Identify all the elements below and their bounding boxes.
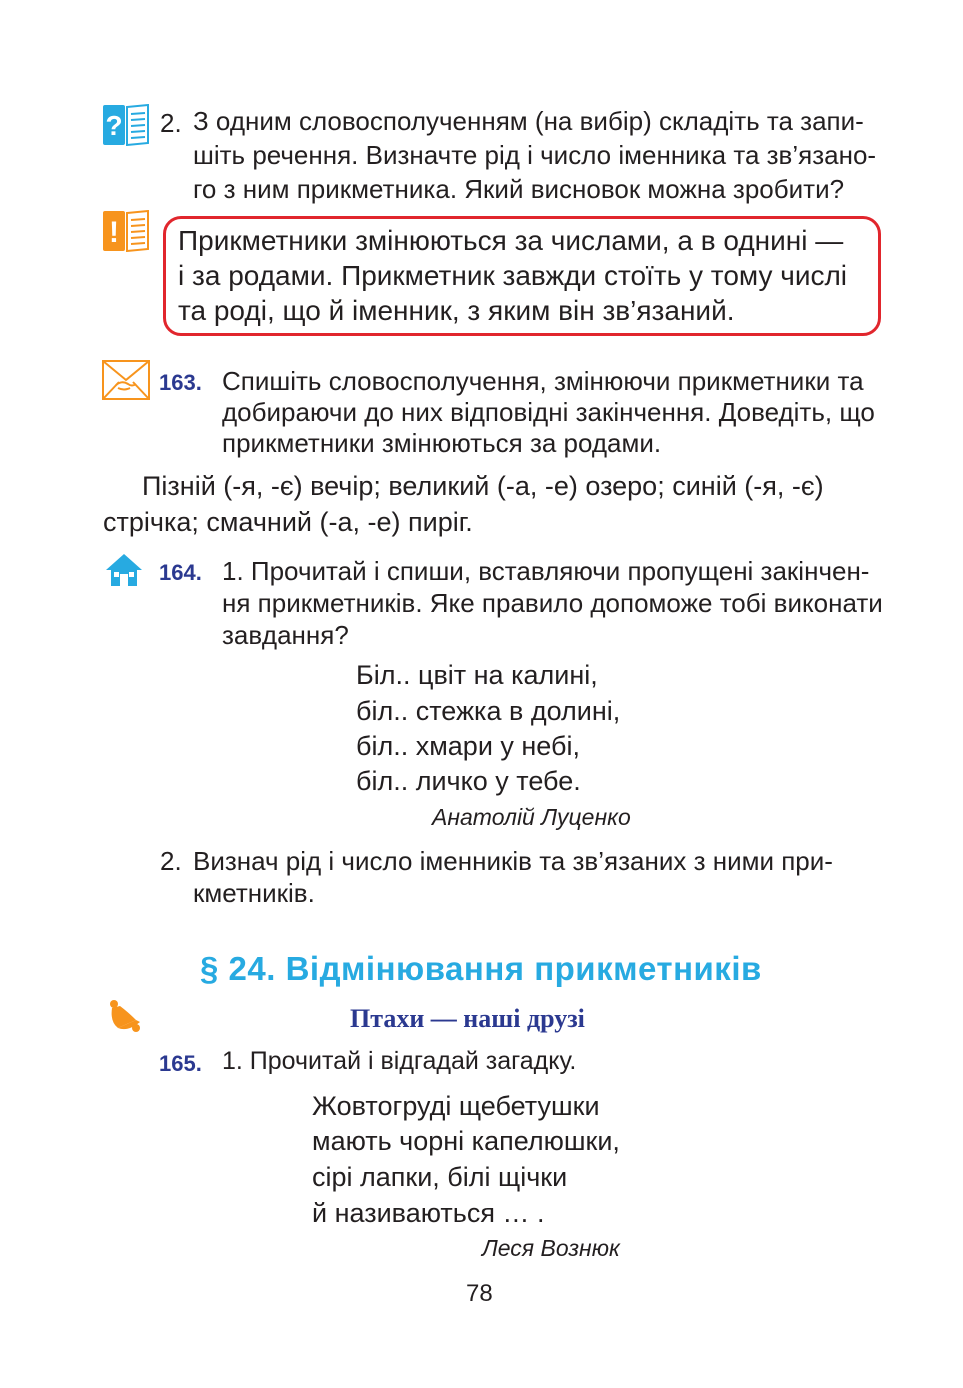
exercise-text-line: прикметники змінюються за родами. <box>222 428 662 458</box>
rule-text-line: Прикметники змінюються за числами, а в однині — <box>178 225 844 256</box>
exercise-text-line: Спишіть словосполучення, змінюючи прикметники та <box>222 366 864 396</box>
rule-text-line: і за родами. Прикметник завжди стоїть у тому числі <box>178 260 848 291</box>
poem-line: біл.. хмари у небі, <box>356 731 580 761</box>
exercise-text-line: добираючи до них відповідні закінчення. Доведіть, що <box>222 397 875 427</box>
rule-text-line: та роді, що й іменник, з яким він зв’язаний. <box>178 295 735 326</box>
task-text-line: Визнач рід і число іменників та зв’язаних з ними при- <box>193 846 833 876</box>
handshake-envelope-icon <box>102 360 150 400</box>
riddle-line: й називаються … . <box>312 1198 545 1228</box>
bell-icon <box>106 998 144 1036</box>
exercise-number: 164. <box>159 560 202 585</box>
svg-text:!: ! <box>109 216 119 249</box>
poem-line: біл.. личко у тебе. <box>356 766 581 796</box>
section-title: § 24. Відмінювання прикметників <box>200 950 762 987</box>
svg-text:?: ? <box>105 110 123 141</box>
riddle-line: мають чорні капелюшки, <box>312 1126 620 1156</box>
task-number: 2. <box>160 846 182 876</box>
poem-line: Біл.. цвіт на калині, <box>356 660 598 690</box>
question-book-icon <box>102 104 150 146</box>
task-number: 2. <box>160 108 182 138</box>
poem-author: Анатолій Луценко <box>432 804 631 830</box>
exercise-text-line: ня прикметників. Яке правило допоможе тобі виконати <box>222 588 883 618</box>
section-subtitle: Птахи — наші друзі <box>350 1004 585 1033</box>
exclamation-book-icon <box>102 210 150 252</box>
poem-line: біл.. стежка в долині, <box>356 696 621 726</box>
exercise-instruction: 1. Прочитай і відгадай загадку. <box>222 1047 577 1075</box>
exercise-number: 163. <box>159 370 202 395</box>
exercise-phrase-line: стрічка; смачний (-а, -е) пиріг. <box>103 507 473 537</box>
exercise-number: 165. <box>159 1051 202 1076</box>
task-text-line: шіть речення. Визначте рід і число іменника та зв’язано- <box>193 140 877 170</box>
exercise-text-line: 1. Прочитай і спиши, вставляючи пропущені закінчен- <box>222 556 870 586</box>
exercise-text-line: завдання? <box>222 620 349 650</box>
task-text-line: З одним словосполученням (на вибір) складіть та запи- <box>193 106 864 136</box>
task-text-line: кметників. <box>193 878 315 908</box>
exercise-phrase-line: Пізній (-я, -є) вечір; великий (-а, -е) озеро; синій (-я, -є) <box>142 471 824 501</box>
riddle-author: Леся Вознюк <box>482 1235 620 1261</box>
task-text-line: го з ним прикметника. Який висновок можна зробити? <box>193 174 845 204</box>
page-number: 78 <box>466 1280 493 1307</box>
home-icon <box>104 552 144 588</box>
riddle-line: Жовтогруді щебетушки <box>312 1091 600 1121</box>
riddle-line: сірі лапки, білі щічки <box>312 1162 568 1192</box>
